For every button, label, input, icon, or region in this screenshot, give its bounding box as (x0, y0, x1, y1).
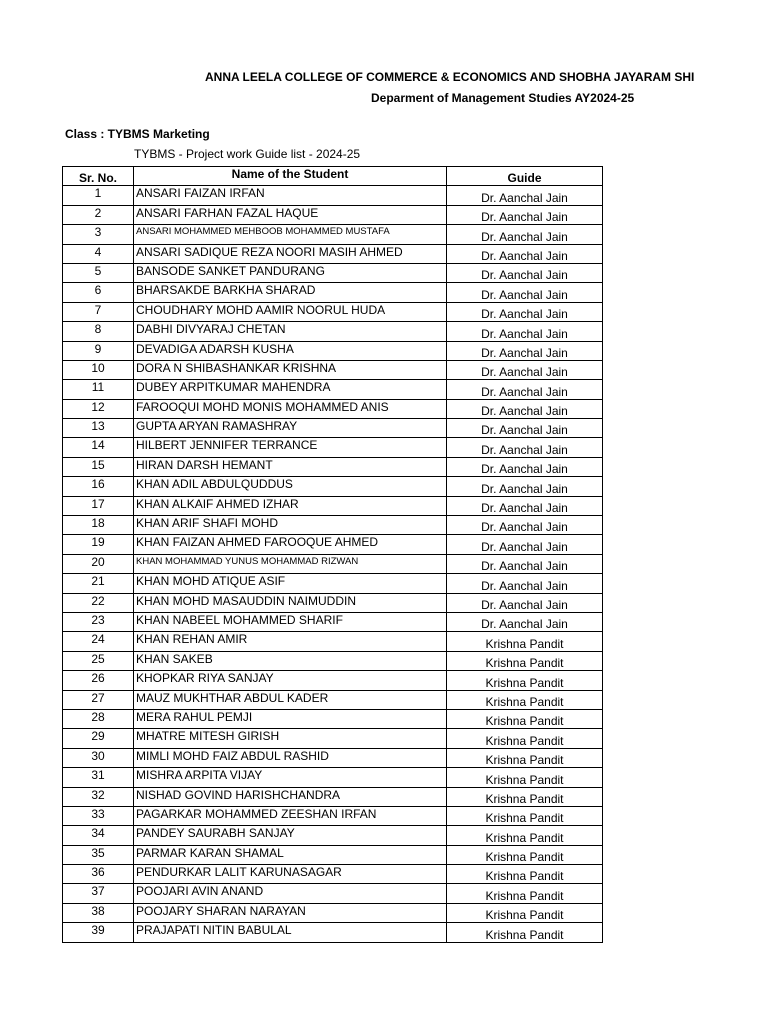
student-name-cell: ANSARI FARHAN FAZAL HAQUE (134, 205, 447, 224)
table-row (63, 787, 603, 806)
sr-no-cell: 17 (63, 496, 134, 515)
guide-cell: Dr. Aanchal Jain (447, 225, 603, 244)
sr-no-cell: 25 (63, 651, 134, 670)
table-row (63, 477, 603, 496)
table-row (63, 535, 603, 554)
guide-cell: Dr. Aanchal Jain (447, 457, 603, 476)
table-row (63, 806, 603, 825)
student-name-cell: KHAN MOHAMMAD YUNUS MOHAMMAD RIZWAN (134, 554, 447, 573)
guide-cell: Dr. Aanchal Jain (447, 477, 603, 496)
table-row (63, 438, 603, 457)
student-name-cell: KHOPKAR RIYA SANJAY (134, 671, 447, 690)
guide-cell: Dr. Aanchal Jain (447, 186, 603, 205)
sr-no-cell: 39 (63, 923, 134, 942)
table-row (63, 380, 603, 399)
guide-cell: Dr. Aanchal Jain (447, 399, 603, 418)
guide-cell: Krishna Pandit (447, 903, 603, 922)
student-name-cell: KHAN FAIZAN AHMED FAROOQUE AHMED (134, 535, 447, 554)
table-row (63, 360, 603, 379)
guide-cell: Krishna Pandit (447, 709, 603, 728)
sr-no-cell: 33 (63, 806, 134, 825)
table-row (63, 671, 603, 690)
sr-no-cell: 38 (63, 903, 134, 922)
student-name-cell: DORA N SHIBASHANKAR KRISHNA (134, 360, 447, 379)
table-row (63, 690, 603, 709)
sr-no-cell: 9 (63, 341, 134, 360)
sr-no-cell: 31 (63, 768, 134, 787)
guide-cell: Dr. Aanchal Jain (447, 438, 603, 457)
sr-no-cell: 16 (63, 477, 134, 496)
sr-no-cell: 26 (63, 671, 134, 690)
table-row (63, 748, 603, 767)
sr-no-cell: 7 (63, 302, 134, 321)
table-row (63, 283, 603, 302)
sr-no-cell: 8 (63, 322, 134, 341)
student-name-cell: BHARSAKDE BARKHA SHARAD (134, 283, 447, 302)
student-name-cell: KHAN ARIF SHAFI MOHD (134, 516, 447, 535)
table-row (63, 186, 603, 205)
guide-cell: Dr. Aanchal Jain (447, 380, 603, 399)
table-row (63, 593, 603, 612)
student-name-cell: MERA RAHUL PEMJI (134, 709, 447, 728)
guide-cell: Dr. Aanchal Jain (447, 302, 603, 321)
guide-cell: Dr. Aanchal Jain (447, 283, 603, 302)
student-name-cell: MAUZ MUKHTHAR ABDUL KADER (134, 690, 447, 709)
student-name-cell: ANSARI MOHAMMED MEHBOOB MOHAMMED MUSTAFA (134, 225, 447, 244)
student-name-cell: MISHRA ARPITA VIJAY (134, 768, 447, 787)
guide-cell: Dr. Aanchal Jain (447, 322, 603, 341)
sr-no-cell: 15 (63, 457, 134, 476)
sr-no-cell: 22 (63, 593, 134, 612)
student-name-cell: NISHAD GOVIND HARISHCHANDRA (134, 787, 447, 806)
student-name-cell: GUPTA ARYAN RAMASHRAY (134, 419, 447, 438)
student-name-cell: KHAN ALKAIF AHMED IZHAR (134, 496, 447, 515)
guide-cell: Dr. Aanchal Jain (447, 244, 603, 263)
student-name-cell: ANSARI SADIQUE REZA NOORI MASIH AHMED (134, 244, 447, 263)
student-name-cell: BANSODE SANKET PANDURANG (134, 263, 447, 282)
student-name-cell: HILBERT JENNIFER TERRANCE (134, 438, 447, 457)
guide-cell: Krishna Pandit (447, 923, 603, 942)
sr-no-cell: 3 (63, 225, 134, 244)
table-row (63, 884, 603, 903)
sr-no-cell: 32 (63, 787, 134, 806)
table-row (63, 554, 603, 573)
guide-cell: Dr. Aanchal Jain (447, 205, 603, 224)
department-title: Deparment of Management Studies AY2024-25 (371, 91, 635, 105)
guide-cell: Krishna Pandit (447, 729, 603, 748)
guide-cell: Dr. Aanchal Jain (447, 263, 603, 282)
sr-no-cell: 4 (63, 244, 134, 263)
student-name-cell: POOJARY SHARAN NARAYAN (134, 903, 447, 922)
student-name-cell: DUBEY ARPITKUMAR MAHENDRA (134, 380, 447, 399)
guide-cell: Krishna Pandit (447, 768, 603, 787)
table-row (63, 322, 603, 341)
table-row (63, 341, 603, 360)
table-row (63, 496, 603, 515)
sr-no-cell: 11 (63, 380, 134, 399)
guide-cell: Krishna Pandit (447, 806, 603, 825)
sr-no-cell: 21 (63, 574, 134, 593)
guide-cell: Dr. Aanchal Jain (447, 612, 603, 631)
sr-no-cell: 14 (63, 438, 134, 457)
table-row (63, 244, 603, 263)
student-name-cell: PANDEY SAURABH SANJAY (134, 826, 447, 845)
table-row (63, 574, 603, 593)
guide-cell: Krishna Pandit (447, 671, 603, 690)
student-name-cell: MIMLI MOHD FAIZ ABDUL RASHID (134, 748, 447, 767)
column-header-sr-no: Sr. No. (63, 167, 134, 186)
student-name-cell: MHATRE MITESH GIRISH (134, 729, 447, 748)
table-row (63, 205, 603, 224)
table-row (63, 263, 603, 282)
guide-cell: Krishna Pandit (447, 748, 603, 767)
table-row (63, 302, 603, 321)
guide-cell: Dr. Aanchal Jain (447, 593, 603, 612)
student-name-cell: KHAN MOHD MASAUDDIN NAIMUDDIN (134, 593, 447, 612)
table-row (63, 419, 603, 438)
student-name-cell: KHAN SAKEB (134, 651, 447, 670)
guide-list-table (62, 166, 603, 943)
student-name-cell: PENDURKAR LALIT KARUNASAGAR (134, 865, 447, 884)
table-row (63, 457, 603, 476)
sr-no-cell: 10 (63, 360, 134, 379)
sr-no-cell: 13 (63, 419, 134, 438)
student-name-cell: CHOUDHARY MOHD AAMIR NOORUL HUDA (134, 302, 447, 321)
guide-cell: Krishna Pandit (447, 787, 603, 806)
sr-no-cell: 18 (63, 516, 134, 535)
student-name-cell: DEVADIGA ADARSH KUSHA (134, 341, 447, 360)
student-name-cell: PAGARKAR MOHAMMED ZEESHAN IRFAN (134, 806, 447, 825)
guide-cell: Dr. Aanchal Jain (447, 496, 603, 515)
guide-cell: Krishna Pandit (447, 826, 603, 845)
sr-no-cell: 30 (63, 748, 134, 767)
table-row (63, 729, 603, 748)
table-row (63, 632, 603, 651)
table-row (63, 903, 603, 922)
guide-cell: Krishna Pandit (447, 865, 603, 884)
table-row (63, 612, 603, 631)
student-name-cell: DABHI DIVYARAJ CHETAN (134, 322, 447, 341)
guide-cell: Krishna Pandit (447, 845, 603, 864)
guide-cell: Dr. Aanchal Jain (447, 516, 603, 535)
column-header-guide: Guide (447, 167, 603, 186)
student-name-cell: PARMAR KARAN SHAMAL (134, 845, 447, 864)
sr-no-cell: 34 (63, 826, 134, 845)
sr-no-cell: 23 (63, 612, 134, 631)
table-row (63, 768, 603, 787)
guide-cell: Krishna Pandit (447, 651, 603, 670)
guide-cell: Dr. Aanchal Jain (447, 360, 603, 379)
table-row (63, 826, 603, 845)
sr-no-cell: 2 (63, 205, 134, 224)
sr-no-cell: 29 (63, 729, 134, 748)
student-name-cell: FAROOQUI MOHD MONIS MOHAMMED ANIS (134, 399, 447, 418)
guide-cell: Dr. Aanchal Jain (447, 574, 603, 593)
class-label: Class : TYBMS Marketing (65, 127, 210, 141)
guide-cell: Dr. Aanchal Jain (447, 535, 603, 554)
list-title: TYBMS - Project work Guide list - 2024-25 (134, 147, 361, 161)
student-name-cell: PRAJAPATI NITIN BABULAL (134, 923, 447, 942)
table-row (63, 923, 603, 942)
sr-no-cell: 20 (63, 554, 134, 573)
table-row (63, 709, 603, 728)
sr-no-cell: 1 (63, 186, 134, 205)
student-name-cell: ANSARI FAIZAN IRFAN (134, 186, 447, 205)
guide-cell: Dr. Aanchal Jain (447, 419, 603, 438)
sr-no-cell: 5 (63, 263, 134, 282)
guide-cell: Dr. Aanchal Jain (447, 341, 603, 360)
college-name: ANNA LEELA COLLEGE OF COMMERCE & ECONOMICS AND SHOBHA JAYARAM SHI (205, 70, 695, 84)
sr-no-cell: 12 (63, 399, 134, 418)
student-name-cell: POOJARI AVIN ANAND (134, 884, 447, 903)
sr-no-cell: 36 (63, 865, 134, 884)
table-row (63, 845, 603, 864)
student-name-cell: KHAN ADIL ABDULQUDDUS (134, 477, 447, 496)
column-header-student-name: Name of the Student (134, 167, 447, 186)
student-name-cell: HIRAN DARSH HEMANT (134, 457, 447, 476)
sr-no-cell: 19 (63, 535, 134, 554)
table-row (63, 651, 603, 670)
sr-no-cell: 27 (63, 690, 134, 709)
sr-no-cell: 6 (63, 283, 134, 302)
table-row (63, 865, 603, 884)
student-name-cell: KHAN NABEEL MOHAMMED SHARIF (134, 612, 447, 631)
table-body (63, 186, 603, 942)
guide-cell: Krishna Pandit (447, 884, 603, 903)
table-row (63, 399, 603, 418)
sr-no-cell: 28 (63, 709, 134, 728)
sr-no-cell: 24 (63, 632, 134, 651)
table-row (63, 225, 603, 244)
guide-cell: Krishna Pandit (447, 690, 603, 709)
table-row (63, 516, 603, 535)
sr-no-cell: 37 (63, 884, 134, 903)
student-name-cell: KHAN REHAN AMIR (134, 632, 447, 651)
sr-no-cell: 35 (63, 845, 134, 864)
table-header-row (63, 167, 603, 186)
student-name-cell: KHAN MOHD ATIQUE ASIF (134, 574, 447, 593)
guide-cell: Dr. Aanchal Jain (447, 554, 603, 573)
guide-cell: Krishna Pandit (447, 632, 603, 651)
